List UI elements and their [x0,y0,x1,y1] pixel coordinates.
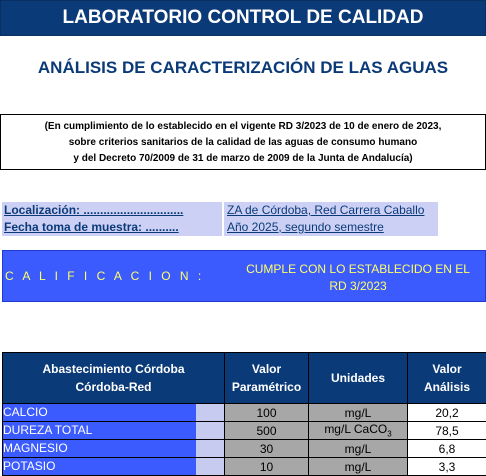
location-value: ZA de Córdoba, Red Carrera Caballo [224,202,438,219]
param-name [3,440,225,458]
param-unit: mg/L [309,404,408,422]
param-name-gap [196,458,224,475]
qualification-value-line-2: RD 3/2023 [223,278,486,295]
location-label: Localización: .............................. [2,202,222,219]
analysis-table [2,352,486,476]
param-unit: mg/L [309,458,408,476]
param-limit: 30 [225,440,309,458]
param-value: 6,8 [408,440,486,458]
param-name-gap [196,422,224,439]
param-name-gap [196,440,224,457]
page-title: LABORATORIO CONTROL DE CALIDAD [63,7,424,28]
table-header-row [3,353,486,404]
param-value: 3,3 [408,458,486,476]
value-header [408,353,486,404]
param-name-gap [196,404,224,421]
supply-header-line-2: Córdoba-Red [3,378,224,396]
param-value: 78,5 [408,422,486,440]
legal-note-line-1: (En cumplimiento de lo establecido en el vigente RD 3/2023 de 10 de enero de 2023, [1,119,485,135]
sample-date-value: Año 2025, segundo semestre [224,219,438,236]
param-value: 20,2 [408,404,486,422]
units-header: Unidades [309,353,408,404]
table-row [3,404,486,422]
location-row [0,202,486,219]
param-unit-text: mg/L CaCO [324,422,387,436]
legal-note-line-2: sobre criterios sanitarios de la calidad de las aguas de consumo humano [1,135,485,151]
param-name-text: MAGNESIO [3,440,196,457]
supply-header [3,353,225,404]
qualification-box [2,250,486,302]
report-subtitle: ANÁLISIS DE CARACTERIZACIÓN DE LAS AGUAS [0,58,486,78]
table-row [3,440,486,458]
param-limit: 100 [225,404,309,422]
param-name [3,422,225,440]
qualification-value [223,261,486,295]
param-name [3,404,225,422]
param-header-line-1: Valor [225,360,308,378]
supply-header-line-1: Abastecimiento Córdoba [3,360,224,378]
page-title-banner [0,0,486,36]
value-header-line-2: Análisis [408,378,486,396]
param-unit: mg/L [309,440,408,458]
qualification-value-line-1: CUMPLE CON LO ESTABLECIDO EN EL [223,261,486,278]
param-unit [309,422,408,440]
param-name-text: CALCIO [3,404,196,421]
param-unit-subscript: 3 [387,430,391,439]
table-row [3,422,486,440]
legal-note-line-3: y del Decreto 70/2009 de 31 de marzo de 2009 de la Junta de Andalucía) [1,151,485,167]
param-name-text: DUREZA TOTAL [3,422,196,439]
param-header [225,353,309,404]
value-header-line-1: Valor [408,360,486,378]
legal-note-box [0,114,486,170]
sample-date-row [0,219,486,236]
param-limit: 500 [225,422,309,440]
param-header-line-2: Paramétrico [225,378,308,396]
param-limit: 10 [225,458,309,476]
qualification-label: C A L I F I C A C I O N : [5,269,204,283]
param-name-text: POTASIO [3,458,196,475]
sample-date-label: Fecha toma de muestra: .......... [2,219,222,236]
